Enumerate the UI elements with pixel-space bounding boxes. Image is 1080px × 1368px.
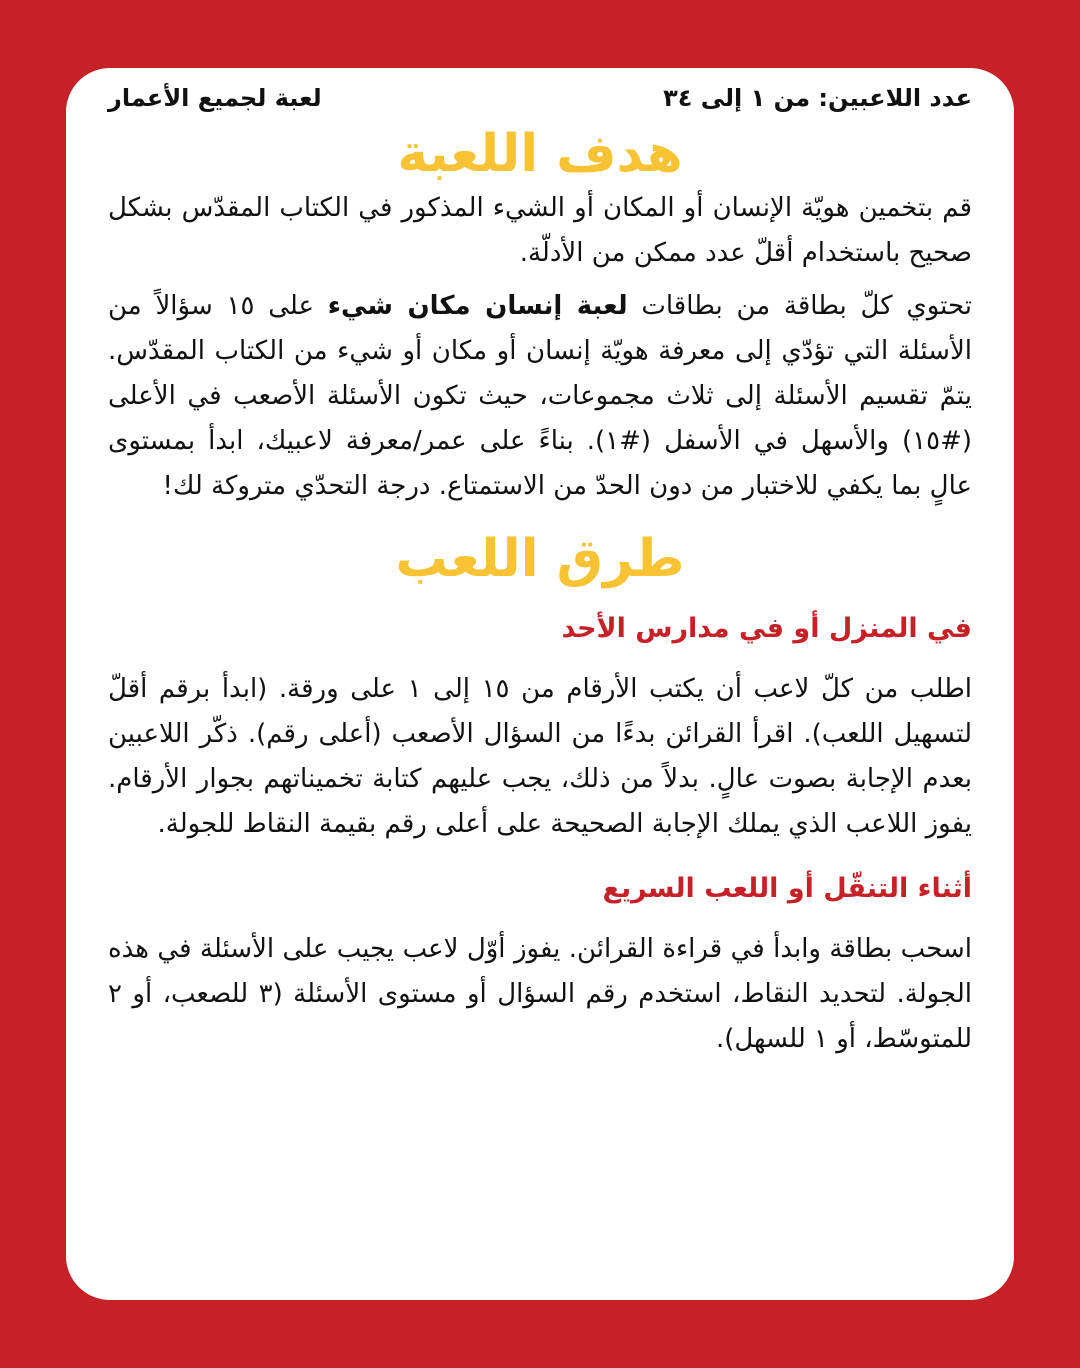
player-count: عدد اللاعبين: من ١ إلى ٣٤ bbox=[663, 84, 972, 112]
travel-heading: أثناء التنقّل أو اللعب السريع bbox=[602, 873, 972, 904]
game-name: لعبة إنسان مكان شيء bbox=[327, 291, 628, 321]
home-paragraph: اطلب من كلّ لاعب أن يكتب الأرقام من ١٥ إلى ١ على ورقة. (ابدأ برقم أقلّ لتسهيل اللعب). اقرأ القرائن بدءًا من السؤال الأصعب (أعلى رقم). ذكّر اللاعبين بعدم الإجابة بصوت عالٍ. بدلاً من ذلك، يجب عليهم كتابة تخميناتهم بجوار الأرقام. يفوز اللاعب الذي يملك الإجابة الصحيحة على أعلى رقم بقيمة النقاط للجولة. bbox=[108, 674, 972, 839]
goal-title: هدف اللعبة bbox=[397, 124, 683, 184]
rules-card bbox=[66, 68, 1014, 1300]
contents-text-start: تحتوي كلّ بطاقة من بطاقات bbox=[627, 291, 972, 321]
home-heading: في المنزل أو في مدارس الأحد bbox=[561, 613, 972, 644]
ways-title: طرق اللعب bbox=[395, 529, 685, 589]
contents-paragraph bbox=[108, 284, 972, 509]
travel-paragraph: اسحب بطاقة وابدأ في قراءة القرائن. يفوز أوّل لاعب يجيب على الأسئلة في هذه الجولة. لتحديد النقاط، استخدم رقم السؤال أو مستوى الأسئلة (٣ للصعب، أو ٢ للمتوسّط، أو ١ للسهل). bbox=[108, 934, 972, 1054]
age-range: لعبة لجميع الأعمار bbox=[108, 84, 322, 112]
contents-text-end: على ١٥ سؤالاً من الأسئلة التي تؤدّي إلى معرفة هويّة إنسان أو مكان أو شيء من الكتاب المقدّس. يتمّ تقسيم الأسئلة إلى ثلاث مجموعات، حيث تكون الأسئلة الأصعب في الأعلى (#١٥) والأسهل في الأسفل (#١). بناءً على عمر/معرفة لاعبيك، ابدأ بمستوى عالٍ بما يكفي للاختبار من دون الحدّ من الاستمتاع. درجة التحدّي متروكة لك! bbox=[108, 291, 973, 501]
card-header bbox=[108, 80, 972, 116]
goal-paragraph: قم بتخمين هويّة الإنسان أو المكان أو الشيء المذكور في الكتاب المقدّس بشكل صحيح باستخدام أقلّ عدد ممكن من الأدلّة. bbox=[108, 193, 972, 268]
